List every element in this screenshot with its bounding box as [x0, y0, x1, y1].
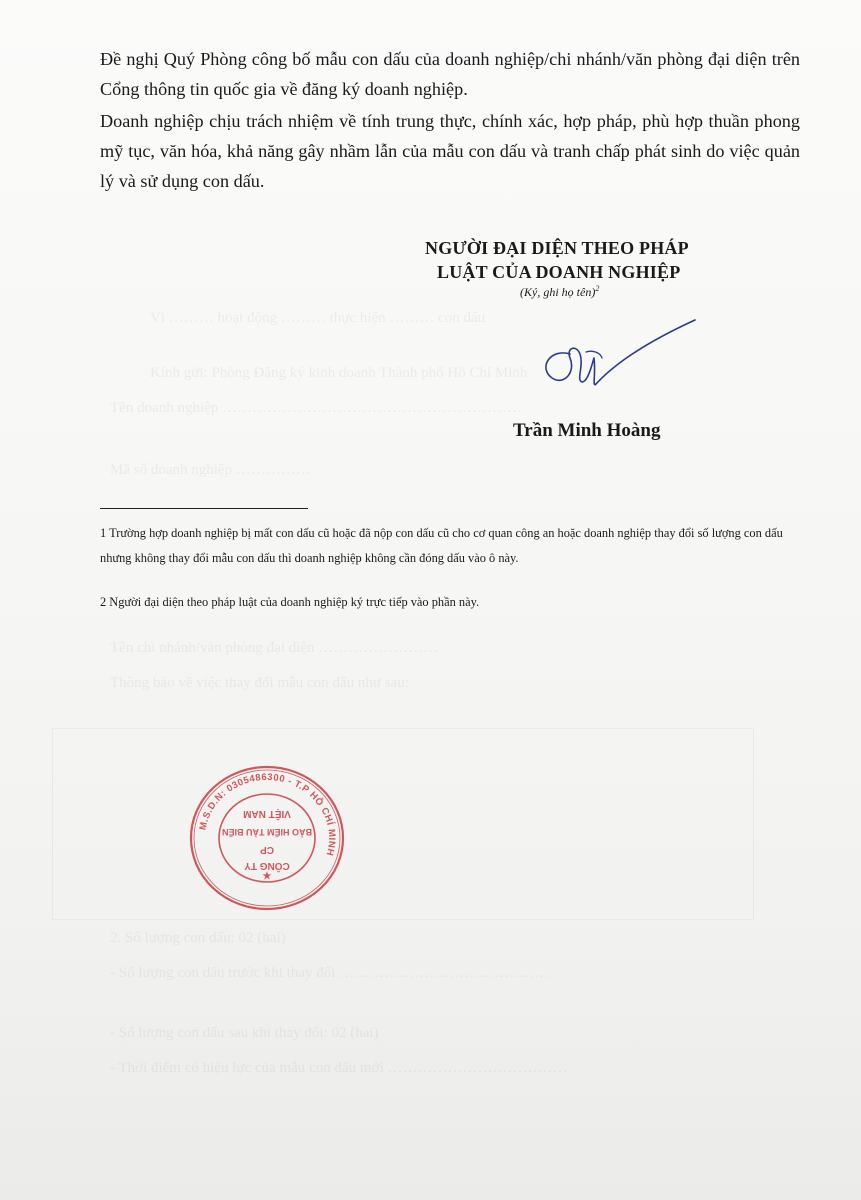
footnote-ref: 2 — [595, 284, 600, 293]
ghost-text: - Thời điểm có hiệu lực của mẫu con dấu mới ……………………………… — [110, 1060, 568, 1076]
signature-note — [520, 284, 599, 300]
seal-line-2: CP — [260, 844, 274, 855]
signature-title-line-1: NGƯỜI ĐẠI DIỆN THEO PHÁP — [425, 238, 689, 258]
seal-line-1: CÔNG TY — [244, 860, 290, 871]
seal-line-4: VIỆT NAM — [243, 808, 291, 819]
footnote-1: 1 Trường hợp doanh nghiệp bị mất con dấu cũ hoặc đã nộp con dấu cũ cho cơ quan công an hoặc doanh nghiệp thay đổi số lượng con dấu nhưng không thay đổi mẫu con dấu thì doanh nghiệp không cần đóng dấu vào ô này. — [100, 526, 783, 565]
seal-line-3: BẢO HIỂM TÀU BIỂN — [222, 827, 312, 837]
ghost-text: - Số lượng con dấu trước khi thay đổi …………………………………… — [110, 965, 550, 981]
signature-title-line-2: LUẬT CỦA DOANH NGHIỆP — [437, 262, 681, 282]
ghost-text: Thông báo về việc thay đổi mẫu con dấu như sau: — [110, 675, 409, 691]
ghost-text: Tên chi nhánh/văn phòng đại diện …………………… — [110, 640, 439, 656]
responsibility-paragraph: Doanh nghiệp chịu trách nhiệm về tính trung thực, chính xác, hợp pháp, phù hợp thuần phong mỹ tục, văn hóa, khả năng gây nhầm lẫn của mẫu con dấu và tranh chấp phát sinh do việc quản lý và sử dụng con dấu. — [100, 111, 800, 191]
ghost-table — [52, 728, 754, 920]
ghost-text: 2. Số lượng con dấu: 02 (hai) — [110, 930, 286, 946]
request-paragraph: Đề nghị Quý Phòng công bố mẫu con dấu của doanh nghiệp/chi nhánh/văn phòng đại diện trên Cổng thông tin quốc gia về đăng ký doanh nghiệp. — [100, 49, 800, 99]
footnote-divider — [100, 508, 308, 509]
ghost-text: Vì ……… hoạt động ……… thực hiện ……… con dấu — [150, 310, 486, 326]
footnote-2: 2 Người đại diện theo pháp luật của doanh nghiệp ký trực tiếp vào phần này. — [100, 595, 480, 609]
seal-ring-textpath: M.S.D.N: 0305486300 - T.P HỒ CHÍ MINH — [197, 771, 338, 858]
ghost-text: - Số lượng con dấu sau khi thay đổi: 02 (hai) — [110, 1025, 379, 1041]
signer-name: Trần Minh Hoàng — [513, 420, 661, 441]
ghost-text: Kính gửi: Phòng Đăng ký kinh doanh Thành phố Hồ Chí Minh — [150, 365, 528, 381]
seal-star-icon: ★ — [262, 871, 272, 882]
ghost-text: Mã số doanh nghiệp …………… — [110, 462, 311, 478]
ghost-text: Tên doanh nghiệp …………………………………………………… — [110, 400, 523, 416]
signature-note-text: (Ký, ghi họ tên) — [520, 285, 596, 299]
handwritten-signature — [530, 318, 700, 398]
company-seal — [187, 763, 347, 913]
